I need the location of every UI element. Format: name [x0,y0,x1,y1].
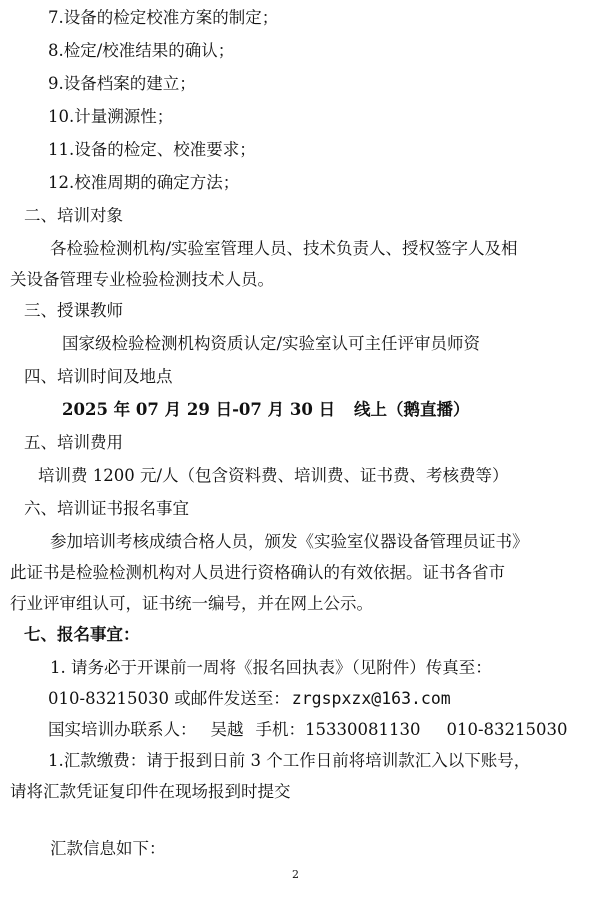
training-target-text-line2: 关设备管理专业检验检测技术人员。 [10,270,274,289]
training-location: 线上（鹅直播） [354,400,470,419]
list-item-12: 12.校准周期的确定方法； [48,173,240,192]
fax-email-prefix: 010-83215030 或邮件发送至： [48,689,290,708]
training-target-text-line1: 各检验检测机构/实验室管理人员、技术负责人、授权签字人及相 [50,239,518,258]
mobile-number: 15330081130 [305,720,421,739]
payment-text-line2: 请将汇款凭证复印件在现场报到时提交 [10,782,291,801]
section-heading-certificate: 六、培训证书报名事宜 [24,499,189,518]
section-heading-registration: 七、报名事宜： [24,625,140,644]
page-number: 2 [292,868,299,881]
certificate-text-line2: 此证书是检验检测机构对人员进行资格确认的有效依据。证书各省市 [10,563,505,582]
list-item-11: 11.设备的检定、校准要求； [48,140,256,159]
section-heading-instructors: 三、授课教师 [24,301,123,320]
section-heading-time-place: 四、培训时间及地点 [24,367,173,386]
payment-text-line1: 1.汇款缴费：请于报到日前 3 个工作日前将培训款汇入以下账号， [48,751,531,770]
training-date: 2025 年 07 月 29 日-07 月 30 日 [62,400,336,419]
contact-name: 吴越 [210,720,244,739]
fax-email-line [48,688,451,710]
certificate-text-line1: 参加培训考核成绩合格人员，颁发《实验室仪器设备管理员证书》 [50,532,529,551]
list-item-9: 9.设备档案的建立； [48,74,196,93]
section-heading-training-target: 二、培训对象 [24,206,123,225]
instructors-text: 国家级检验检测机构资质认定/实验室认可主任评审员师资 [62,334,481,353]
landline-number: 010-83215030 [446,720,568,739]
list-item-10: 10.计量溯源性； [48,107,174,126]
list-item-8: 8.检定/校准结果的确认； [48,41,235,60]
remittance-info-label: 汇款信息如下： [50,839,166,858]
email-address: zrgspxzx@163.com [291,689,451,708]
registration-item-1: 1. 请务必于开课前一周将《报名回执表》（见附件）传真至： [50,658,492,677]
contact-label: 国实培训办联系人： [48,720,197,739]
contact-line [48,719,568,741]
mobile-label: 手机： [255,720,305,739]
fee-text: 培训费 1200 元/人（包含资料费、培训费、证书费、考核费等） [38,466,509,485]
certificate-text-line3: 行业评审组认可，证书统一编号，并在网上公示。 [10,594,373,613]
list-item-7: 7.设备的检定校准方案的制定； [48,8,279,27]
section-heading-fee: 五、培训费用 [24,433,123,452]
